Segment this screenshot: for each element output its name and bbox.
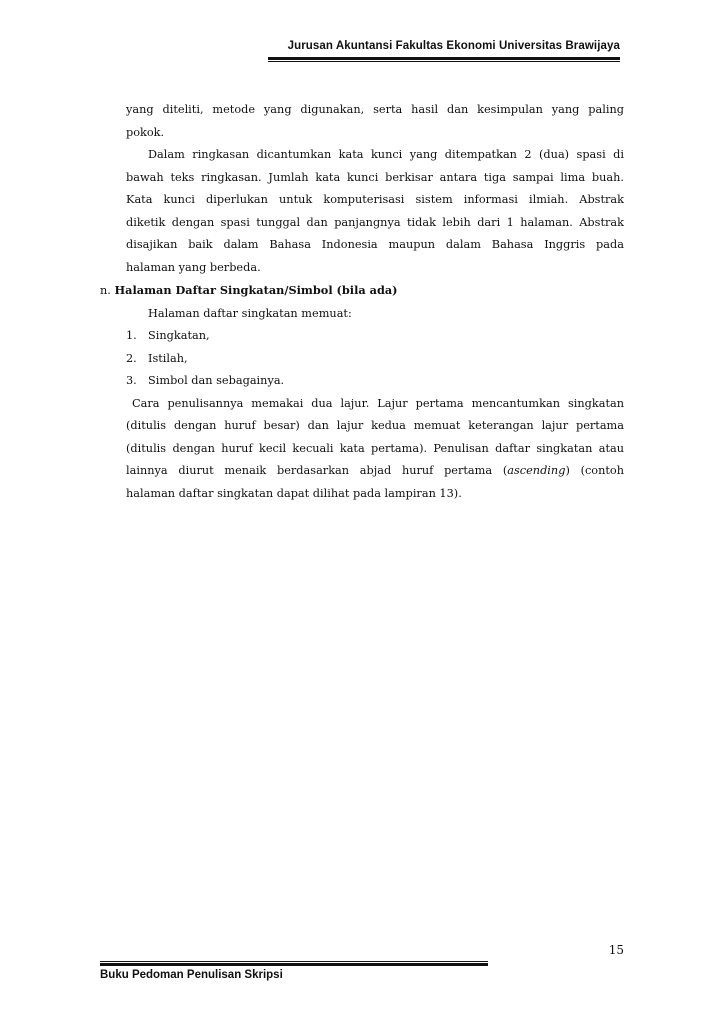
body-line: (ditulis dengan huruf besar) dan lajur kedua memuat keterangan lajur pertama xyxy=(126,419,624,432)
list-number: 2. xyxy=(126,351,137,365)
list-text: Istilah, xyxy=(148,351,188,365)
list-text: Simbol dan sebagainya. xyxy=(148,374,285,387)
body-line: yang diteliti, metode yang digunakan, serta hasil dan kesimpulan yang paling xyxy=(126,103,624,116)
header-rule-thick xyxy=(268,57,620,60)
paragraph-keywords xyxy=(100,144,624,279)
list-item xyxy=(100,325,624,348)
body-line: Dalam ringkasan dicantumkan kata kunci yang ditempatkan 2 (dua) spasi di xyxy=(148,148,624,161)
list-item xyxy=(100,348,624,371)
body-line: halaman daftar singkatan dapat dilihat pada lampiran 13). xyxy=(126,486,462,500)
numbered-list xyxy=(100,325,624,393)
body-line: (ditulis dengan huruf kecil kecuali kata pertama). Penulisan daftar singkatan atau xyxy=(126,441,624,455)
footer-rule xyxy=(100,961,488,967)
italic-term: ascending xyxy=(507,464,566,477)
section-heading xyxy=(100,279,624,303)
body-line: bawah teks ringkasan. Jumlah kata kunci berkisar antara tiga sampai lima buah. xyxy=(126,170,624,184)
paragraph-columns xyxy=(100,393,624,506)
section-intro: Halaman daftar singkatan memuat: xyxy=(148,306,352,320)
body-line: disajikan baik dalam Bahasa Indonesia maupun dalam Bahasa Inggris pada xyxy=(126,238,624,251)
list-number: 3. xyxy=(126,374,137,387)
body-line-ascending xyxy=(126,460,624,483)
body-line: pokok. xyxy=(126,125,165,139)
list-text: Singkatan, xyxy=(148,329,210,342)
header-rule xyxy=(268,57,620,63)
footer-title: Buku Pedoman Penulisan Skripsi xyxy=(100,969,283,981)
text-before: lainnya diurut menaik berdasarkan abjad huruf pertama ( xyxy=(126,464,508,477)
body-line: halaman yang berbeda. xyxy=(126,260,261,274)
footer-rule-thin xyxy=(100,961,488,962)
body-line: diketik dengan spasi tunggal dan panjangnya tidak lebih dari 1 halaman. Abstrak xyxy=(126,215,624,229)
header-title: Jurusan Akuntansi Fakultas Ekonomi Universitas Brawijaya xyxy=(287,40,620,52)
section-label: n. xyxy=(100,284,111,297)
footer-rule-thick xyxy=(100,963,488,966)
page-body xyxy=(100,99,624,505)
list-item xyxy=(100,370,624,393)
section-title: Halaman Daftar Singkatan/Simbol (bila ada) xyxy=(114,283,398,297)
body-line: Cara penulisannya memakai dua lajur. Lajur pertama mencantumkan singkatan xyxy=(132,396,624,410)
list-number: 1. xyxy=(126,329,137,342)
body-line: Kata kunci diperlukan untuk komputerisasi sistem informasi ilmiah. Abstrak xyxy=(126,193,624,206)
text-after: ) (contoh xyxy=(565,464,624,477)
page-number: 15 xyxy=(608,943,624,957)
header-rule-thin xyxy=(268,61,620,62)
